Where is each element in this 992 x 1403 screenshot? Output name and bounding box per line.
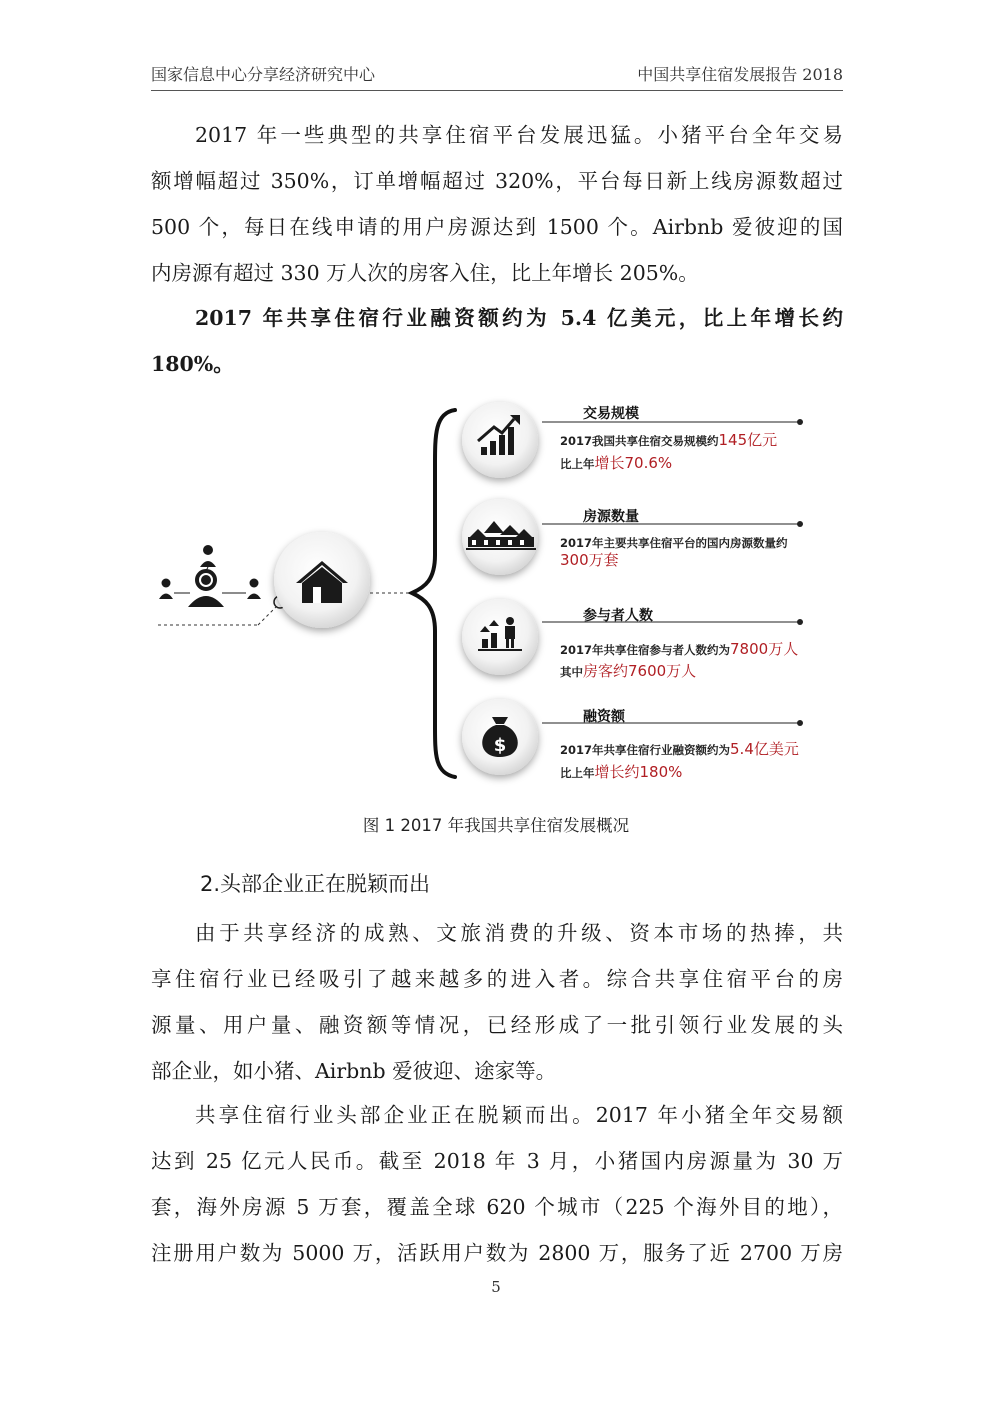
section-title: 2.头部企业正在脱颖而出 (200, 872, 431, 896)
people-network-icon (159, 545, 261, 607)
text-line: 源量、用户量、融资额等情况，已经形成了一批引领行业发展的头 (151, 1013, 843, 1037)
stat-title: 融资额 (583, 709, 625, 725)
paragraph-2 (151, 910, 843, 1094)
text-line: 注册用户数为 5000 万，活跃用户数为 2800 万，服务了近 2700 万房 (151, 1241, 843, 1265)
page-number: 5 (491, 1278, 501, 1296)
stat-line-2: 比上年增长约180% (560, 763, 683, 781)
text-line: 500 个，每日在线申请的用户房源达到 1500 个。Airbnb 爱彼迎的国 (151, 215, 843, 239)
text-line: 2017 年共享住宿行业融资额约为 5.4 亿美元，比上年增长约 (195, 306, 843, 330)
infographic-graphics (150, 395, 850, 795)
text-line: 2017 年一些典型的共享住宿平台发展迅猛。小猪平台全年交易 (195, 123, 843, 147)
svg-text:$: $ (493, 735, 507, 756)
stat-line-2: 其中房客约7600万人 (560, 662, 697, 680)
stat-line-1: 2017年共享住宿行业融资额约为5.4亿美元 (560, 740, 799, 758)
infographic-figure (150, 395, 850, 795)
header-left: 国家信息中心分享经济研究中心 (151, 65, 376, 84)
stat-line-2: 300万套 (560, 551, 619, 569)
intro-paragraph (151, 112, 843, 296)
text-line: 部企业，如小猪、Airbnb 爱彼迎、途家等。 (151, 1059, 557, 1083)
stat-title: 参与者人数 (583, 608, 653, 624)
figure-caption: 图 1 2017 年我国共享住宿发展概况 (362, 816, 630, 835)
bold-paragraph (151, 295, 843, 387)
stat-title: 交易规模 (583, 406, 639, 422)
item-circle (462, 599, 538, 675)
text-line: 由于共享经济的成熟、文旅消费的升级、资本市场的热捧，共 (195, 921, 843, 945)
text-line: 享住宿行业已经吸引了越来越多的进入者。综合共享住宿平台的房 (151, 967, 843, 991)
brace (412, 410, 455, 777)
stat-line-2: 比上年增长70.6% (560, 454, 673, 472)
stat-line-1: 2017年共享住宿参与者人数约为7800万人 (560, 640, 799, 658)
text-line: 内房源有超过 330 万人次的房客入住，比上年增长 205%。 (151, 261, 699, 285)
header-right: 中国共享住宿发展报告 2018 (637, 65, 843, 84)
header-rule (151, 90, 843, 91)
stat-line-1: 2017年主要共享住宿平台的国内房源数量约 (560, 536, 788, 550)
paragraph-3 (151, 1092, 843, 1276)
text-line: 额增幅超过 350%，订单增幅超过 320%，平台每日新上线房源数超过 (151, 169, 843, 193)
text-line: 套，海外房源 5 万套，覆盖全球 620 个城市（225 个海外目的地）， (151, 1195, 843, 1219)
text-line: 达到 25 亿元人民币。截至 2018 年 3 月，小猪国内房源量为 30 万 (151, 1149, 843, 1173)
stat-title: 房源数量 (583, 509, 639, 525)
text-line: 共享住宿行业头部企业正在脱颖而出。2017 年小猪全年交易额 (195, 1103, 843, 1127)
text-line: 180%。 (151, 352, 234, 376)
stat-line-1: 2017我国共享住宿交易规模约145亿元 (560, 431, 778, 449)
page-header (151, 58, 843, 88)
